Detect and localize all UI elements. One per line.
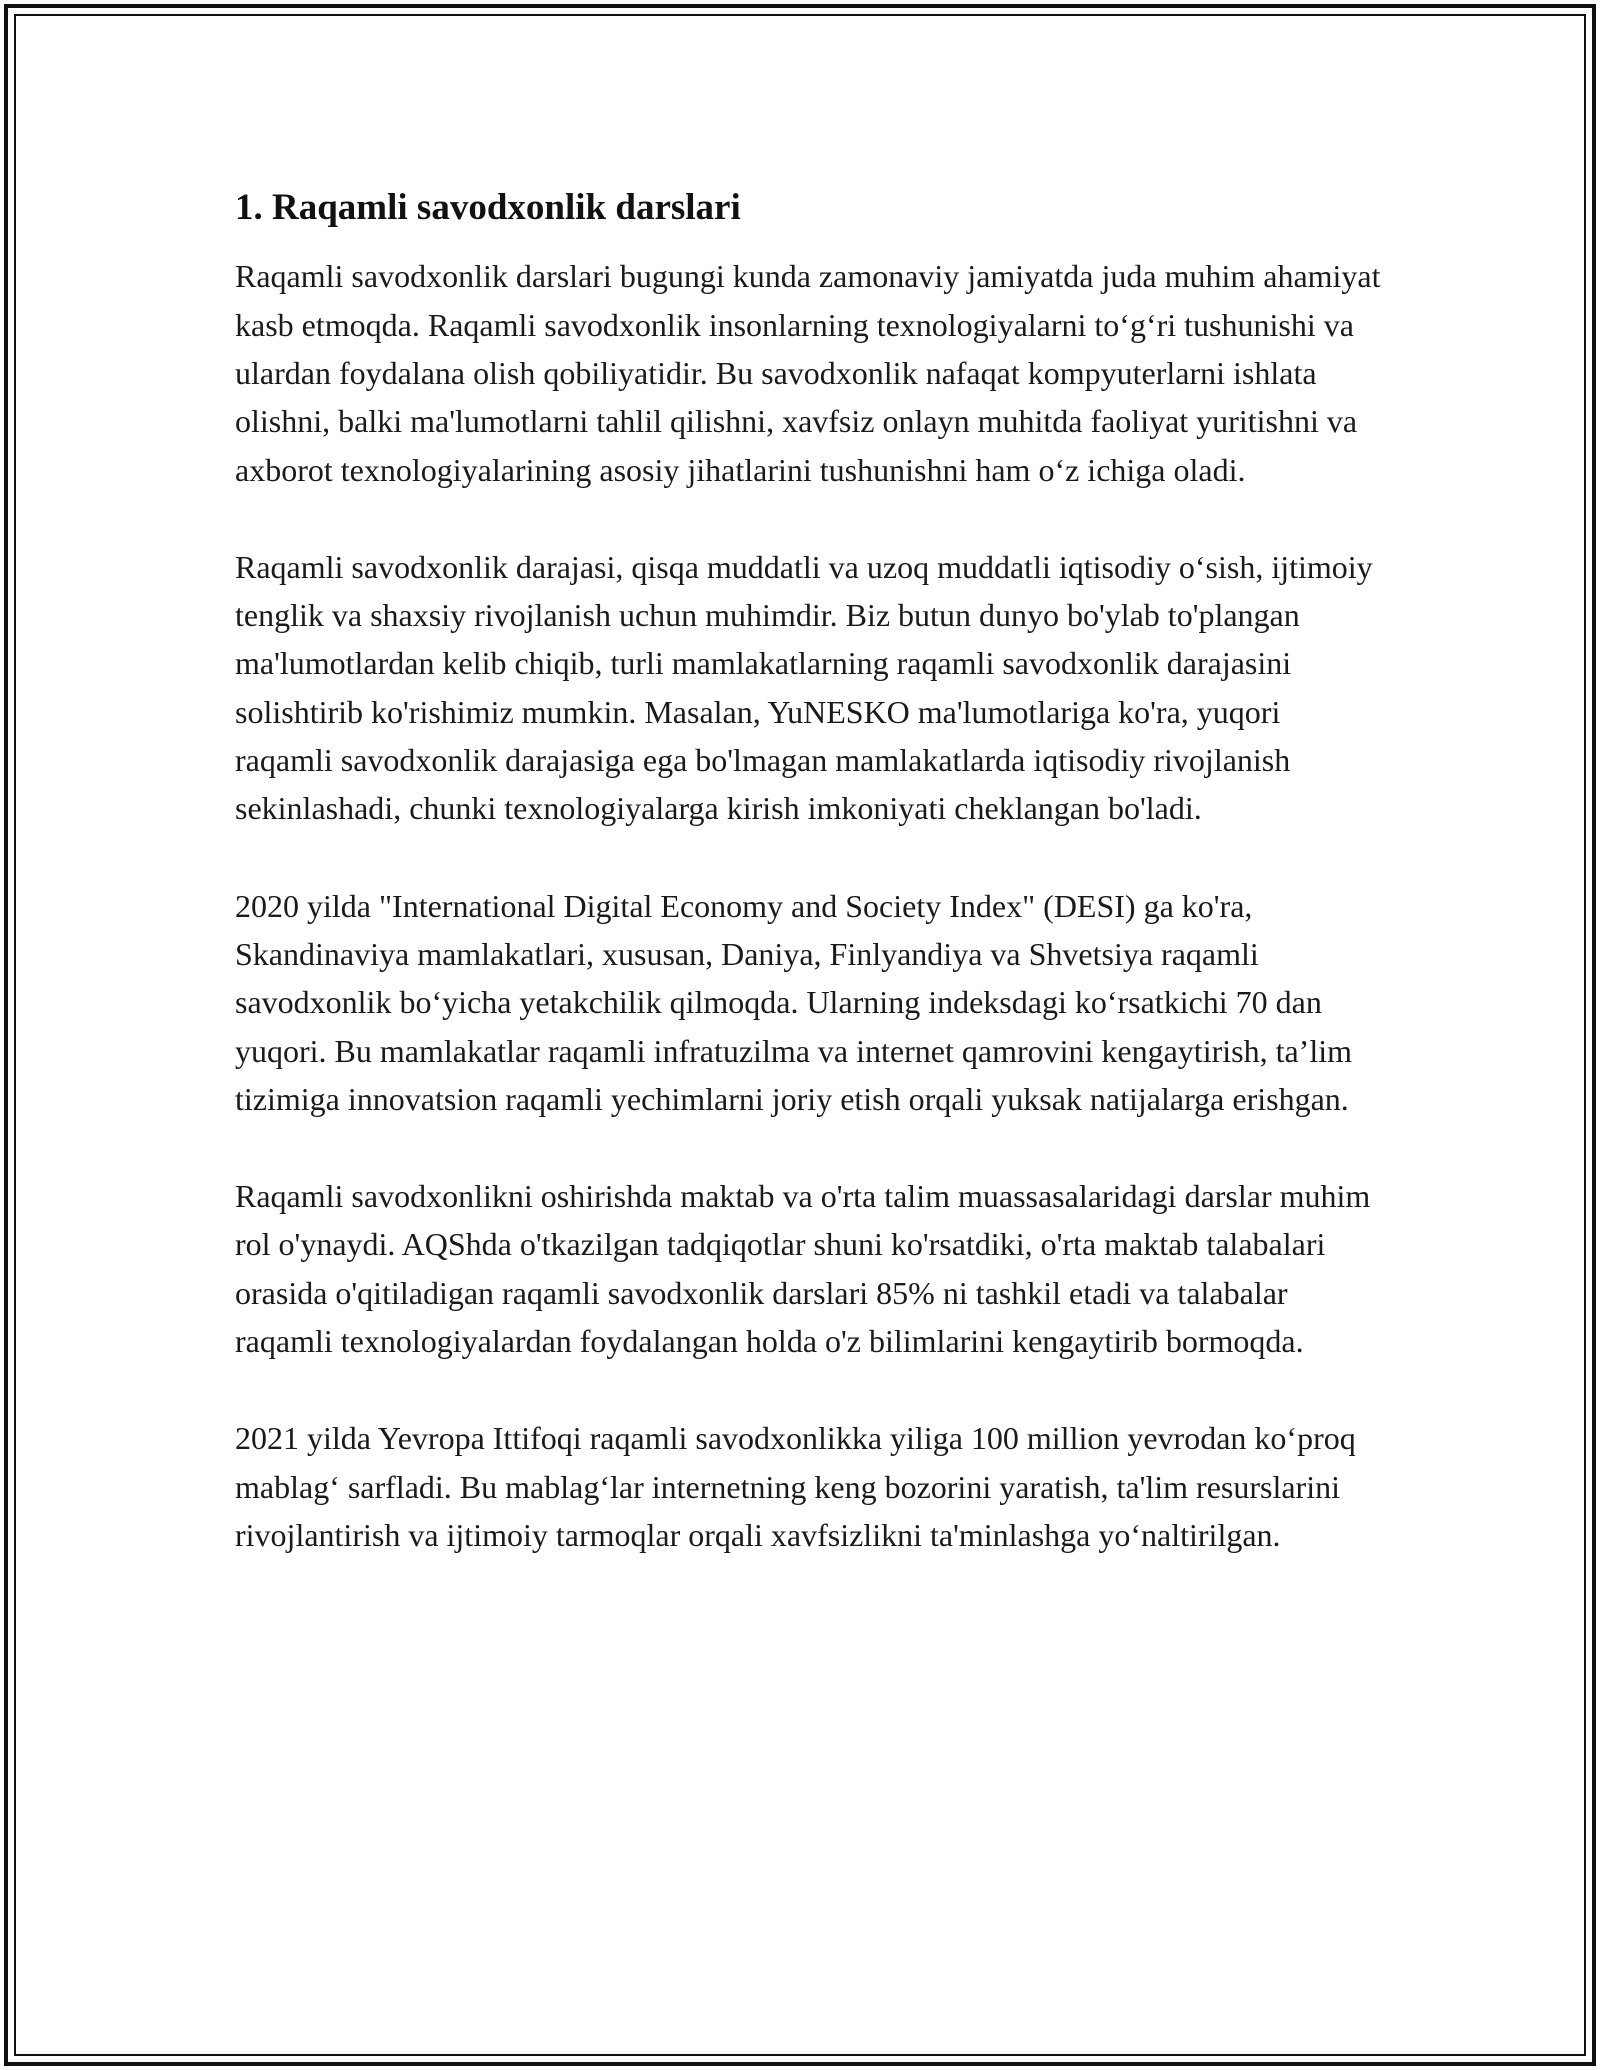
paragraph-2: Raqamli savodxonlik darajasi, qisqa muddatli va uzoq muddatli iqtisodiy o‘sish, ijtimoiy tenglik va shaxsiy rivojlanish uchun muhimdir. Biz butun dunyo bo'ylab to'plangan ma'lumotlardan kelib chiqib, turli mamlakatlarning raqamli savodxonlik darajasini solishtirib ko'rishimiz mumkin. Masalan, YuNESKO ma'lumotlariga ko'ra, yuqori raqamli savodxonlik darajasiga ega bo'lmagan mamlakatlarda iqtisodiy rivojlanish sekinlashadi, chunki texnologiyalarga kirish imkoniyati cheklangan bo'ladi. [235, 548, 1373, 827]
paragraph-4: Raqamli savodxonlikni oshirishda maktab va o'rta talim muassasalaridagi darslar muhim rol o'ynaydi. AQShda o'tkazilgan tadqiqotlar shuni ko'rsatdiki, o'rta maktab talabalari orasida o'qitiladigan raqamli savodxonlik darslari 85% ni tashkil etadi va talabalar raqamli texnologiyalardan foydalangan holda o'z bilimlarini kengaytirib bormoqda. [235, 1178, 1371, 1360]
paragraph-5: 2021 yilda Yevropa Ittifoqi raqamli savodxonlikka yiliga 100 million yevrodan ko‘proq mablag‘ sarfladi. Bu mablag‘lar internetning keng bozorini yaratish, ta'lim resurslarini rivojlantirish va ijtimoiy tarmoqlar orqali xavfsizlikni ta'minlashga yo‘naltirilgan. [235, 1420, 1356, 1553]
document-body [235, 186, 1385, 1608]
paragraph-3: 2020 yilda "International Digital Economy and Society Index" (DESI) ga ko'ra, Skandinaviya mamlakatlari, xususan, Daniya, Finlyandiya va Shvetsiya raqamli savodxonlik bo‘yicha yetakchilik qilmoqda. Ularning indeksdagi ko‘rsatkichi 70 dan yuqori. Bu mamlakatlar raqamli infratuzilma va internet qamrovini kengaytirish, ta’lim tizimiga innovatsion raqamli yechimlarni joriy etish orqali yuksak natijalarga erishgan. [235, 887, 1352, 1117]
section-heading: 1. Raqamli savodxonlik darslari [235, 187, 741, 228]
paragraph-1: Raqamli savodxonlik darslari bugungi kunda zamonaviy jamiyatda juda muhim ahamiyat kasb etmoqda. Raqamli savodxonlik insonlarning texnologiyalarni to‘g‘ri tushunishi va ulardan foydalana olish qobiliyatidir. Bu savodxonlik nafaqat kompyuterlarni ishlata olishni, balki ma'lumotlarni tahlil qilishni, xavfsiz onlayn muhitda faoliyat yuritishni va axborot texnologiyalarining asosiy jihatlarini tushunishni ham o‘z ichiga oladi. [235, 258, 1381, 488]
